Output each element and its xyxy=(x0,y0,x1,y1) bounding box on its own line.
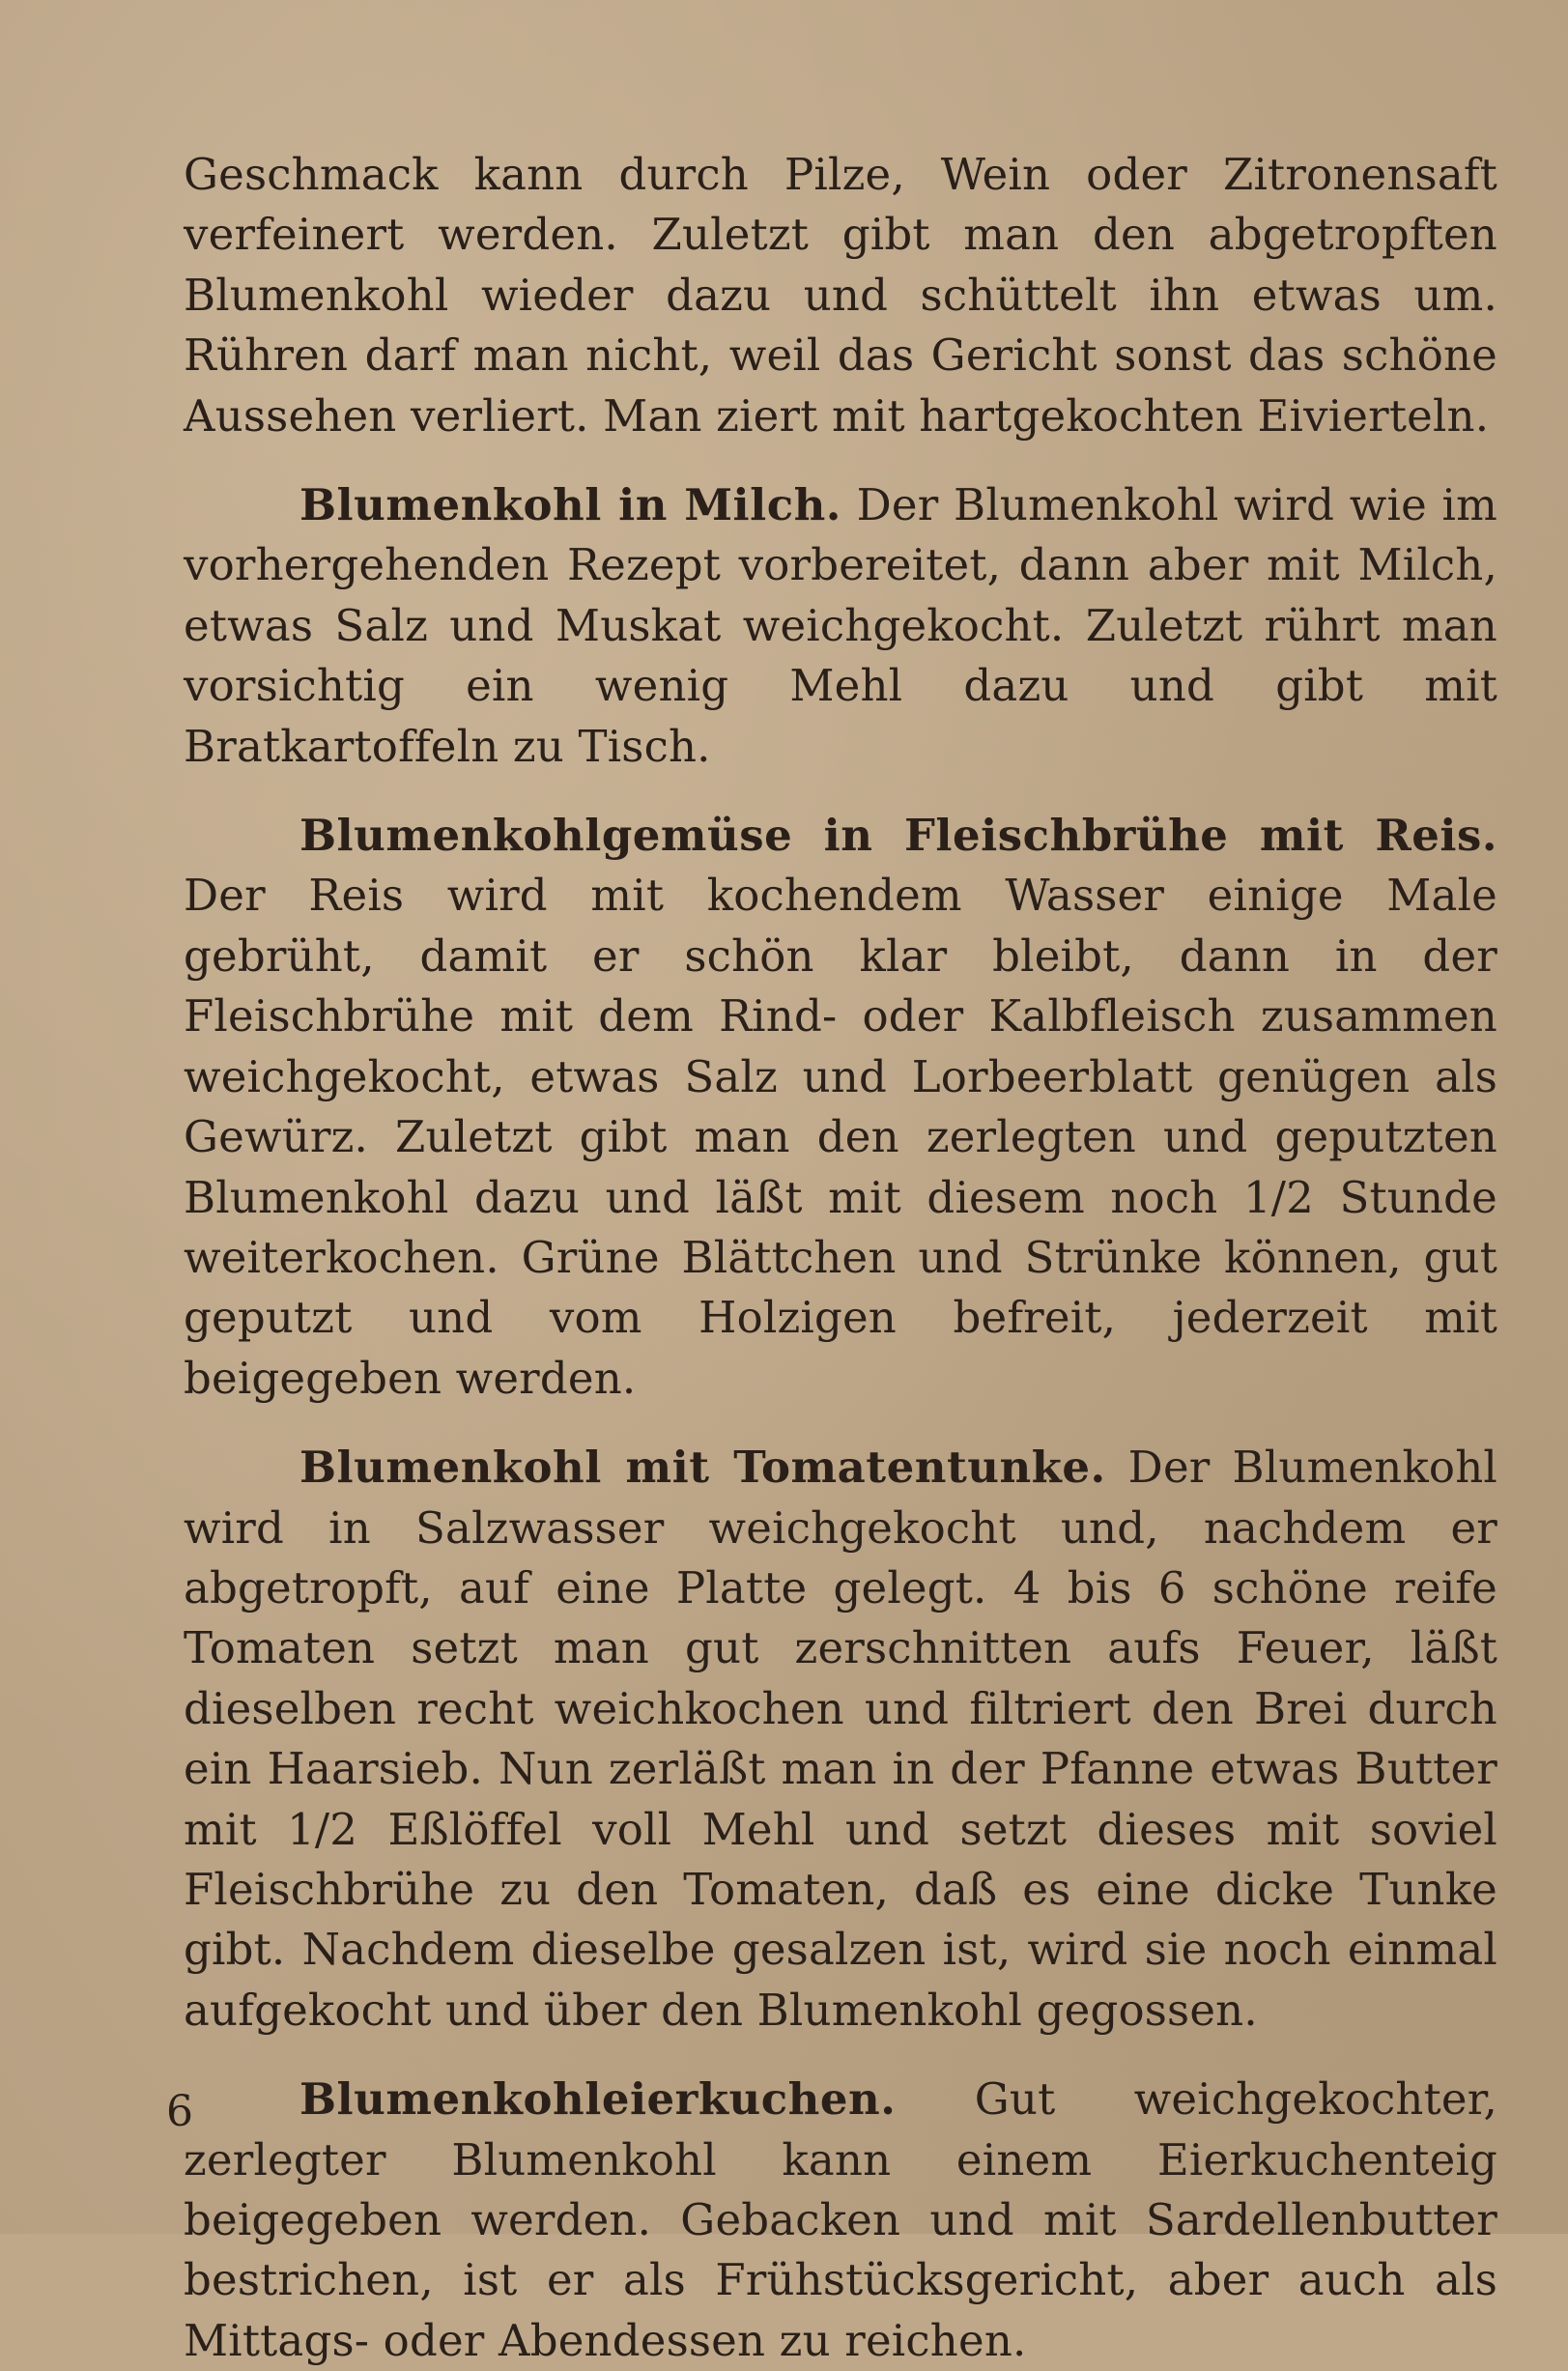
recipe-heading: Blumenkohleierkuchen. xyxy=(299,2073,897,2126)
page-number: 6 xyxy=(166,2087,193,2136)
recipe-blumenkohleierkuchen xyxy=(184,2070,1497,2371)
recipe-blumenkohl-in-milch xyxy=(184,475,1497,777)
recipe-heading: Blumenkohl mit Tomatentunke. xyxy=(299,1442,1106,1494)
recipe-blumenkohl-tomatentunke xyxy=(184,1438,1497,2041)
recipe-body: Der Reis wird mit kochendem Wasser einige Male gebrüht, damit er schön klar bleibt, dann in der Fleischbrühe mit dem Rind- oder Kalbfleisch zusammen weichgekocht, etwas Salz und Lorbeerblatt genügen als Gewürz. Zuletzt gibt man den zerlegten und geputzten Blumenkohl dazu und läßt mit diesem noch 1/2 Stunde weiterkochen. Grüne Blättchen und Strünke können, gut geputzt und vom Holzigen befreit, jederzeit mit beigegeben werden. xyxy=(184,870,1497,1404)
recipe-blumenkohlgemuese xyxy=(184,806,1497,1409)
recipe-body: Der Blumenkohl wird wie im vorhergehenden Rezept vorbereitet, dann aber mit Milch, etwas Salz und Muskat weichgekocht. Zuletzt rührt man vorsichtig ein wenig Mehl dazu und gibt mit Bratkartoffeln zu Tisch. xyxy=(184,479,1497,772)
recipe-heading: Blumenkohl in Milch. xyxy=(299,479,841,531)
recipe-heading: Blumenkohlgemüse in Fleischbrühe mit Reis. xyxy=(299,810,1497,862)
recipe-body: Gut weichgekochter, zerlegter Blumenkohl kann einem Eierkuchenteig beigegeben werden. Gebacken und mit Sardellenbutter bestrichen, ist er als Frühstücksgericht, aber auch als Mittags- oder Abendessen zu reichen. xyxy=(184,2073,1497,2366)
recipe-body: Der Blumenkohl wird in Salzwasser weichgekocht und, nachdem er abgetropft, auf eine Platte gelegt. 4 bis 6 schöne reife Tomaten setzt man gut zerschnitten aufs Feuer, läßt dieselben recht weichkochen und filtriert den Brei durch ein Haarsieb. Nun zerläßt man in der Pfanne etwas Butter mit 1/2 Eßlöffel voll Mehl und setzt dieses mit soviel Fleischbrühe zu den Tomaten, daß es eine dicke Tunke gibt. Nachdem dieselbe gesalzen ist, wird sie noch einmal aufgekocht und über den Blumenkohl gegossen. xyxy=(184,1442,1497,2036)
paragraph-continuation xyxy=(184,145,1497,446)
paragraph-body: Geschmack kann durch Pilze, Wein oder Zitronensaft verfeinert werden. Zuletzt gibt man den abgetropften Blumenkohl wieder dazu und schüttelt ihn etwas um. Rühren darf man nicht, weil das Gericht sonst das schöne Aussehen verliert. Man ziert mit hartgekochten Eivierteln. xyxy=(184,149,1497,442)
page-text xyxy=(184,145,1497,2371)
